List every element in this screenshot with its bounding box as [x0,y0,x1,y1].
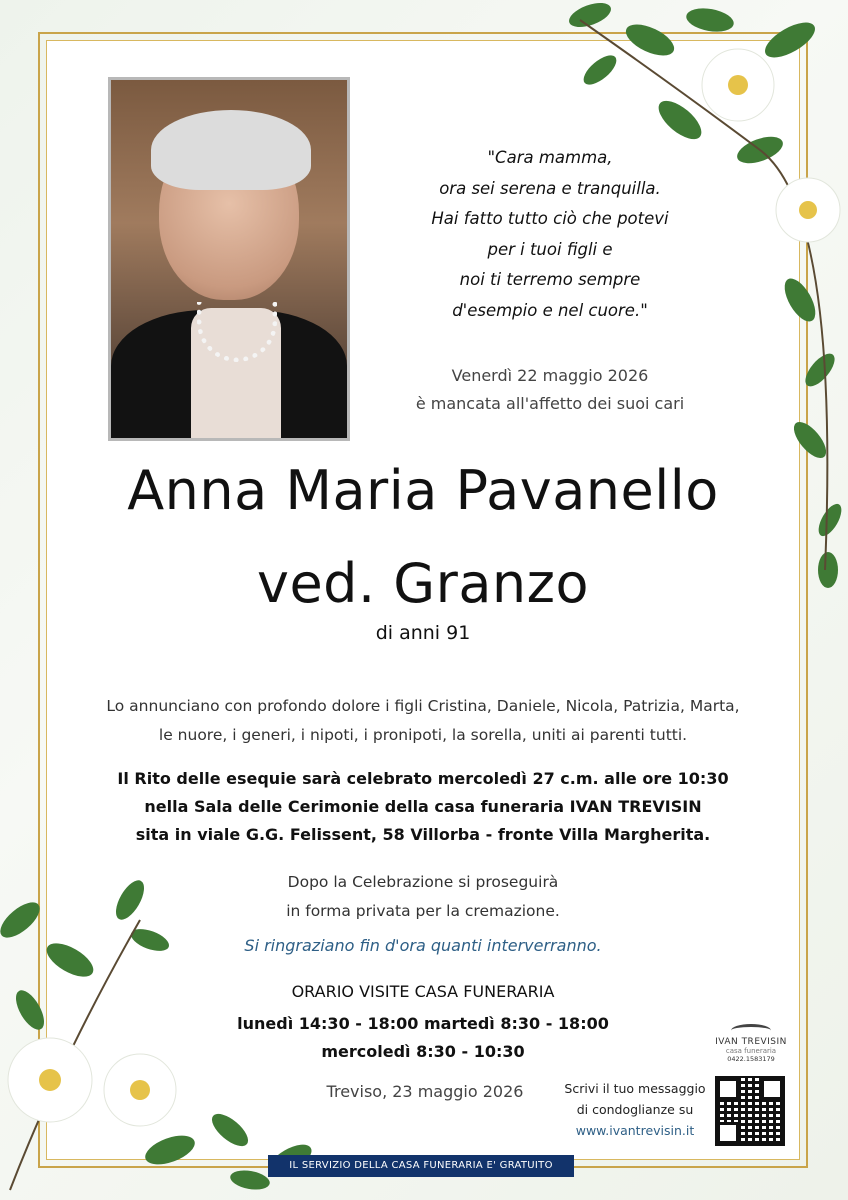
death-date-subline: è mancata all'affetto dei suoi cari [415,394,685,413]
condolence-line: Scrivi il tuo messaggio [564,1081,706,1096]
condolence-line: di condoglianze su [576,1102,694,1117]
deceased-name: Anna Maria Pavanello [127,459,719,522]
deceased-name-widow: ved. Granzo [256,552,590,615]
cremation-line: in forma privata per la cremazione. [286,902,560,920]
visit-hours-title: ORARIO VISITE CASA FUNERARIA [291,982,555,1001]
tree-logo-icon [731,1024,771,1037]
rite-line: sita in viale G.G. Felissent, 58 Villorba - fronte Villa Margherita. [135,825,711,844]
visit-hours-line: mercoledì 8:30 - 10:30 [321,1042,525,1061]
condolence-message [560,1078,710,1141]
rite-line: Il Rito delle esequie sarà celebrato mercoledì 27 c.m. alle ore 10:30 [117,769,729,788]
funeral-home-logo [712,1024,790,1063]
funeral-rite-info [70,765,776,849]
qr-corner [717,1122,739,1144]
cremation-line: Dopo la Celebrazione si proseguirà [287,873,559,891]
memorial-quote: "Cara mamma, ora sei serena e tranquilla. Hai fatto tutto ciò che potevi per i tuoi figli e noi ti terremo sempre d'esempio e nel cuore." [431,148,669,320]
logo-subtitle: casa funeraria [725,1047,777,1055]
portrait-hair [151,110,311,190]
portrait-photo [108,77,350,441]
deceased-age: di anni 91 [375,622,471,644]
logo-phone: 0422.1583179 [727,1055,775,1063]
visit-hours [170,1010,676,1066]
death-date [390,362,710,418]
visit-hours-line: lunedì 14:30 - 18:00 martedì 8:30 - 18:00 [237,1014,609,1033]
qr-corner [717,1078,739,1100]
logo-brand: IVAN TREVISIN [715,1037,787,1047]
free-service-banner: IL SERVIZIO DELLA CASA FUNERARIA E' GRATUITO [268,1155,574,1177]
place-date: Treviso, 23 maggio 2026 [326,1082,524,1101]
qr-corner [761,1078,783,1100]
announcement-line: Lo annunciano con profondo dolore i figli Cristina, Daniele, Nicola, Patrizia, Marta, [106,697,740,715]
rite-line: nella Sala delle Cerimonie della casa funeraria IVAN TREVISIN [144,797,702,816]
announcement [70,692,776,750]
cremation-info [70,868,776,926]
announcement-line: le nuore, i generi, i nipoti, i pronipoti, la sorella, uniti ai parenti tutti. [158,726,688,744]
thanks-line: Si ringraziano fin d'ora quanti interverranno. [244,936,602,955]
death-date-line: Venerdì 22 maggio 2026 [451,366,649,385]
condolence-link[interactable]: www.ivantrevisin.it [575,1123,695,1138]
qr-code-icon[interactable] [717,1078,783,1144]
